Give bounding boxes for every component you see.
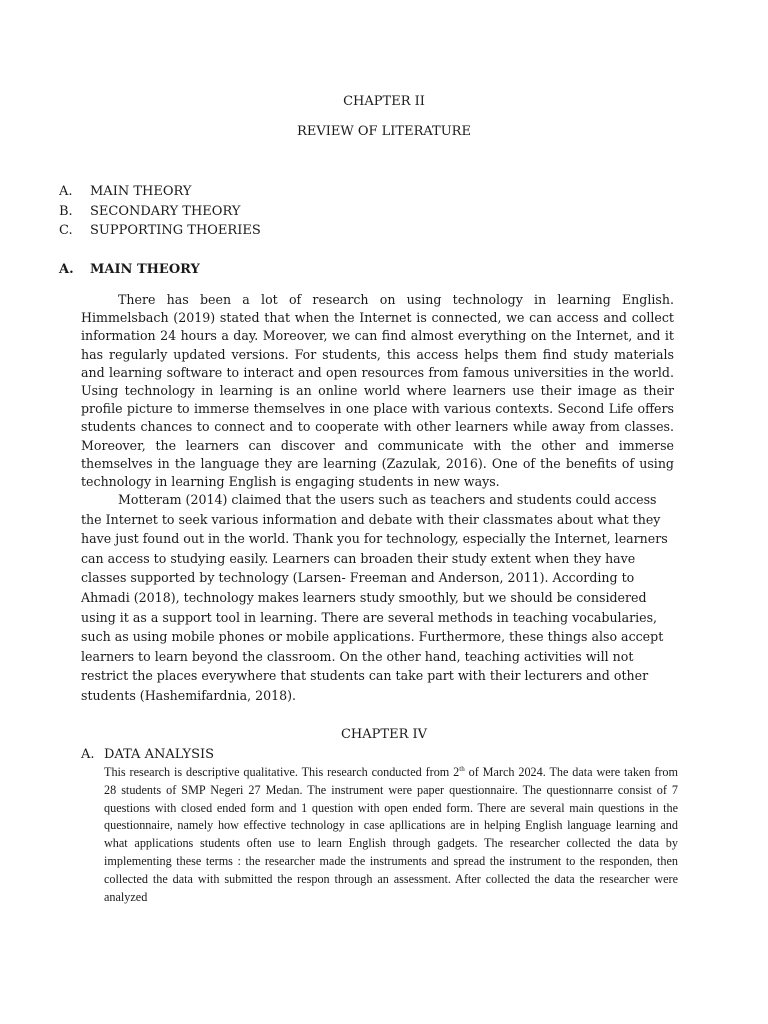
section-letter: A. xyxy=(59,262,74,277)
toc-label: MAIN THEORY xyxy=(90,184,192,199)
section-title: MAIN THEORY xyxy=(90,262,200,277)
chapter-subtitle: REVIEW OF LITERATURE xyxy=(297,124,471,139)
toc-letter: A. xyxy=(59,184,73,199)
main-theory-paragraph-2: Motteram (2014) claimed that the users such as teachers and students could access the Internet to seek various information and debate with their classmates about what they have just found out in the world. Thank you for technology, especially the Internet, learners can access to studying easily. Learners can broaden their study extent when they have classes supported by technology (Larsen- Freeman and Anderson, 2011). According to Ahmadi (2018), technology makes learners study smoothly, but we should be considered using it as a support tool in learning. There are several methods in teaching vocabularies, such as using mobile phones or mobile applications. Furthermore, these things also accept learners to learn beyond the classroom. On the other hand, teaching activities will not restrict the places everywhere that students can take part with their lecturers and other students (Hashemifardnia, 2018). xyxy=(81,492,668,703)
section-heading-data-analysis xyxy=(81,747,214,762)
toc-letter: C. xyxy=(59,223,73,238)
data-analysis-paragraph xyxy=(104,764,678,906)
data-analysis-text-rest: of March 2024. The data were taken from 28 students of SMP Negeri 27 Medan. The instrument were paper questionnaire. The questionnarre consist of 7 questions with closed ended form and 1 question with open ended form. There are several main questions in the questionnaire, namely how effective technology in case apllications are in helping English language learning and what applications students often use to learn English through gadgets. The researcher collected the data by implementing these terms : the researcher made the instruments and spread the instrument to the responden, then collected the data with submitted the respon through an assessment. After collected the data the researcher were analyzed xyxy=(104,765,679,904)
main-theory-paragraph-1: There has been a lot of research on using technology in learning English. Himmelsbach (2019) stated that when the Internet is connected, we can access and collect information 24 hours a day. Moreover, we can find almost everything on the Internet, and it has regularly updated versions. For students, this access helps them find study materials and learning software to interact and open resources from famous universities in the world. Using technology in learning is an online world where learners use their image as their profile picture to immerse themselves in one place with various contexts. Second Life offers students chances to connect and to cooperate with other learners while away from classes. Moreover, the learners can discover and communicate with the other and immerse themselves in the language they are learning (Zazulak, 2016). One of the benefits of using technology in learning English is engaging students in new ways. xyxy=(81,292,674,490)
chapter-title: CHAPTER II xyxy=(343,94,425,109)
section-title: DATA ANALYSIS xyxy=(104,747,215,762)
toc-letter: B. xyxy=(59,204,73,219)
toc-item-c xyxy=(59,223,261,238)
toc-item-a xyxy=(59,184,191,199)
toc-label: SUPPORTING THOERIES xyxy=(90,223,261,238)
data-analysis-text-start: This research is descriptive qualitative. This research conducted from 2 xyxy=(104,765,460,779)
ordinal-suffix: th xyxy=(459,764,465,773)
section-letter: A. xyxy=(81,747,95,762)
chapter4-title: CHAPTER IV xyxy=(340,727,428,742)
section-heading-main-theory xyxy=(59,262,200,277)
toc-item-b xyxy=(59,204,240,219)
toc-label: SECONDARY THEORY xyxy=(90,204,241,219)
